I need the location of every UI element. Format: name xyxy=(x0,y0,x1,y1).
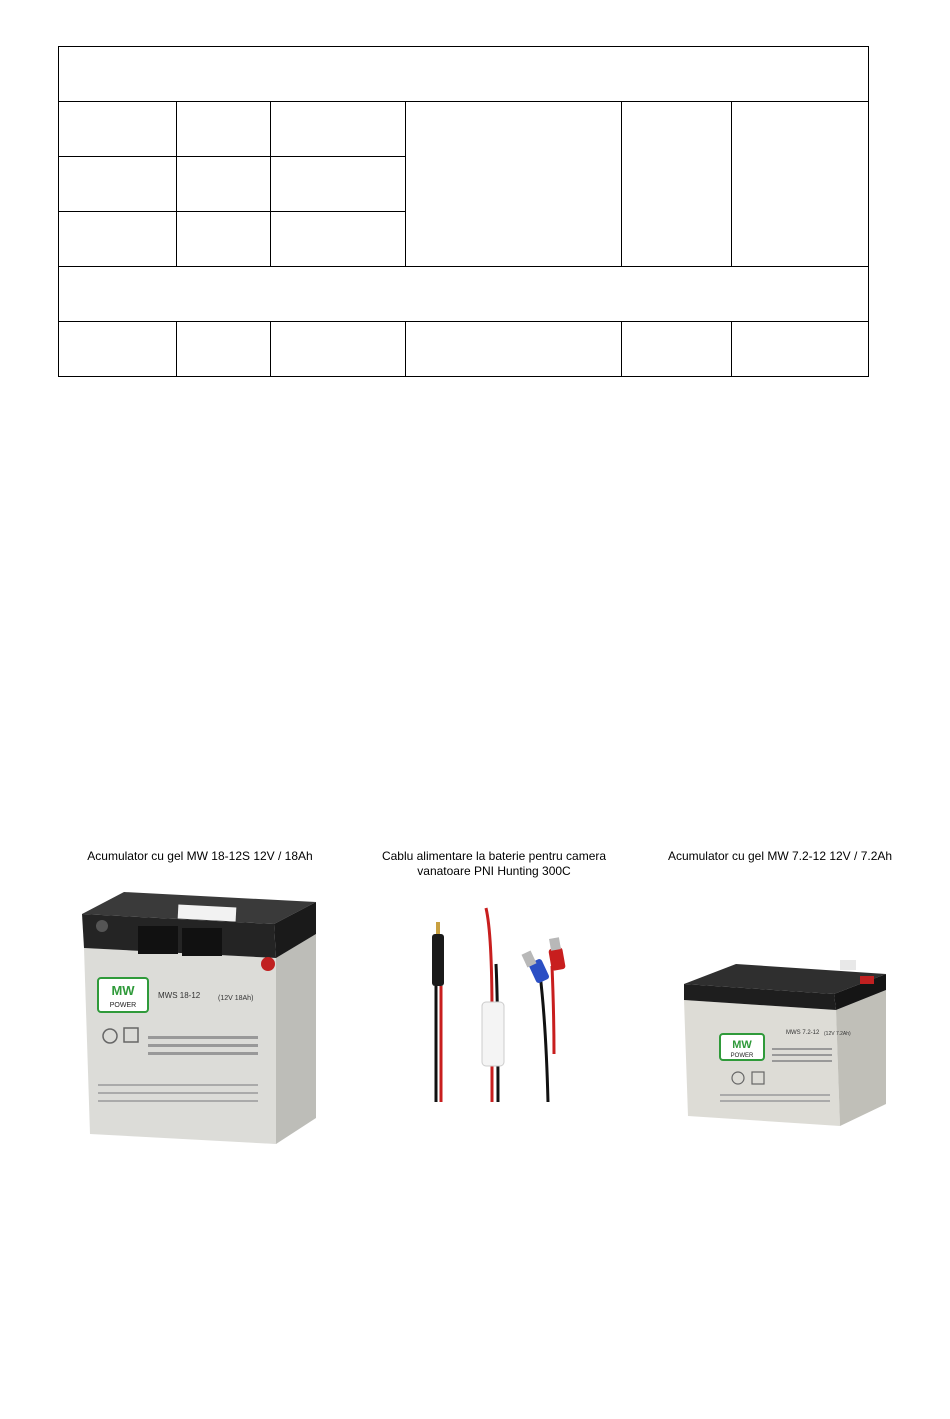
table-cell xyxy=(59,102,177,157)
table-cell xyxy=(622,322,732,377)
table-cell xyxy=(732,322,869,377)
table-header-row xyxy=(59,47,869,102)
table-row xyxy=(59,322,869,377)
table-section-cell xyxy=(59,267,869,322)
spec-table xyxy=(58,46,869,377)
battery-18ah-image xyxy=(78,886,322,1148)
battery-rating-label: (12V 7.2Ah) xyxy=(824,1031,851,1037)
battery-model-label: MWS 18-12 xyxy=(158,991,201,1000)
battery-7ah-image xyxy=(680,954,892,1130)
table-cell xyxy=(271,212,406,267)
table-cell xyxy=(177,212,271,267)
logo-brand-bottom: POWER xyxy=(109,1002,137,1009)
mw-power-logo xyxy=(98,978,148,1012)
table-section-row xyxy=(59,267,869,322)
product-battery-7ah xyxy=(640,849,920,864)
table-cell xyxy=(59,157,177,212)
logo-brand-top: MW xyxy=(111,983,135,998)
table-merged-cell xyxy=(406,102,622,267)
battery-model-label: MWS 7.2-12 xyxy=(786,1030,820,1036)
table-cell xyxy=(59,212,177,267)
table-cell xyxy=(177,102,271,157)
logo-brand-top: MW xyxy=(732,1039,752,1051)
table-cell xyxy=(177,157,271,212)
table-header-cell xyxy=(59,47,869,102)
product-battery-18ah xyxy=(60,849,340,864)
table-cell xyxy=(271,322,406,377)
logo-brand-bottom: POWER xyxy=(730,1053,754,1059)
table-cell xyxy=(271,157,406,212)
battery-rating-label: (12V 18Ah) xyxy=(218,995,254,1002)
table-cell xyxy=(271,102,406,157)
table-merged-cell xyxy=(622,102,732,267)
product-cable xyxy=(360,849,628,879)
table-merged-cell xyxy=(732,102,869,267)
table-cell xyxy=(177,322,271,377)
cable-image xyxy=(418,904,578,1106)
table-cell xyxy=(59,322,177,377)
table-cell xyxy=(406,322,622,377)
product-caption-line1: Cablu alimentare la baterie pentru camera xyxy=(381,849,607,863)
mw-power-logo xyxy=(720,1034,764,1060)
product-caption: Acumulator cu gel MW 7.2-12 12V / 7.2Ah xyxy=(667,849,893,863)
table-row xyxy=(59,102,869,157)
product-caption: Acumulator cu gel MW 18-12S 12V / 18Ah xyxy=(87,849,313,863)
product-caption-line2: vanatoare PNI Hunting 300C xyxy=(417,864,571,878)
